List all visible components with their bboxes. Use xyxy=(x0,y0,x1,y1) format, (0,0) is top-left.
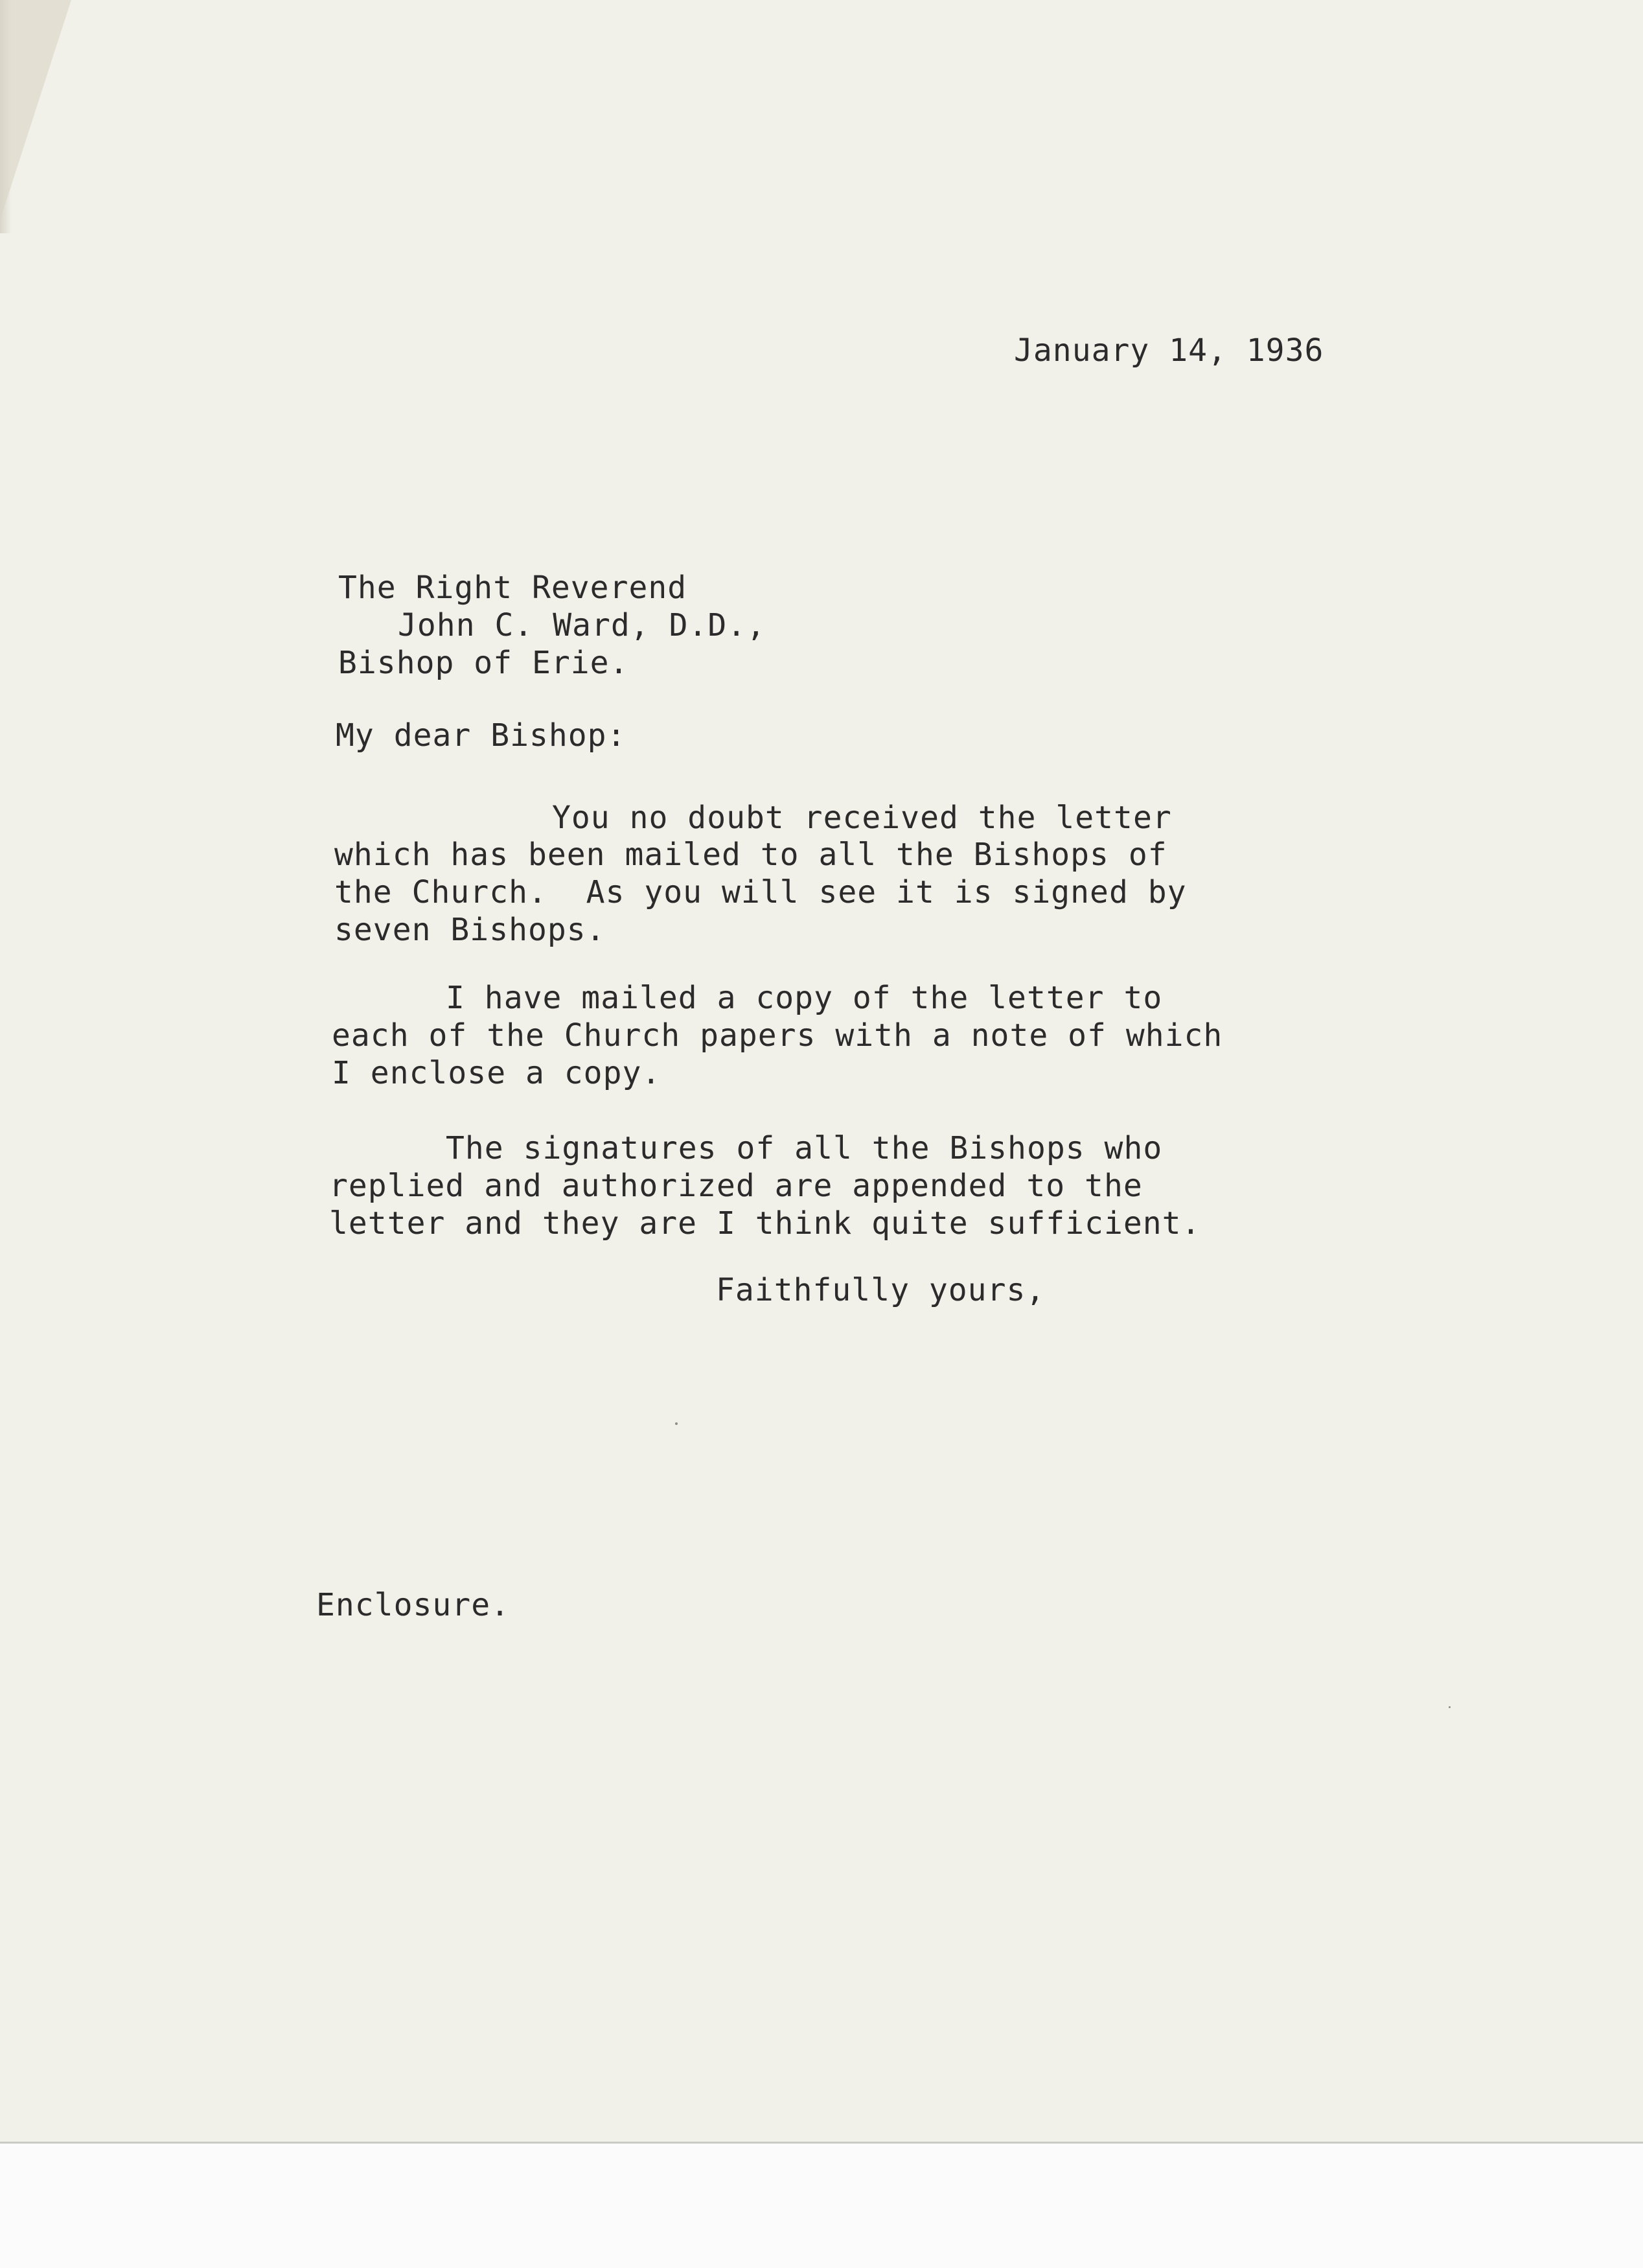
address-line-1: The Right Reverend xyxy=(338,570,687,606)
enclosure-note: Enclosure. xyxy=(316,1587,510,1623)
paragraph-2-line-1: I have mailed a copy of the letter to xyxy=(446,980,1163,1016)
paragraph-1-line-4: seven Bishops. xyxy=(334,912,606,948)
address-line-3: Bishop of Erie. xyxy=(338,645,629,681)
paragraph-3-line-1: The signatures of all the Bishops who xyxy=(446,1130,1163,1166)
paragraph-2-line-3: I enclose a copy. xyxy=(332,1055,661,1091)
paragraph-3-line-2: replied and authorized are appended to the xyxy=(329,1168,1143,1204)
paper-speck xyxy=(1449,1706,1451,1708)
salutation: My dear Bishop: xyxy=(336,717,626,754)
paragraph-1-line-3: the Church. As you will see it is signed by xyxy=(334,874,1187,910)
closing: Faithfully yours, xyxy=(716,1272,1046,1308)
paragraph-2-line-2: each of the Church papers with a note of which xyxy=(332,1017,1223,1054)
address-line-2: John C. Ward, D.D., xyxy=(398,607,766,643)
paragraph-1-line-1: You no doubt received the letter xyxy=(552,800,1172,836)
paragraph-1-line-2: which has been mailed to all the Bishops of xyxy=(334,837,1167,873)
letter-date: January 14, 1936 xyxy=(1014,332,1324,369)
paper-speck xyxy=(675,1422,678,1425)
paragraph-3-line-3: letter and they are I think quite sufficient. xyxy=(329,1205,1201,1242)
scan-bottom-margin xyxy=(0,2142,1643,2268)
corner-shadow xyxy=(0,0,12,233)
